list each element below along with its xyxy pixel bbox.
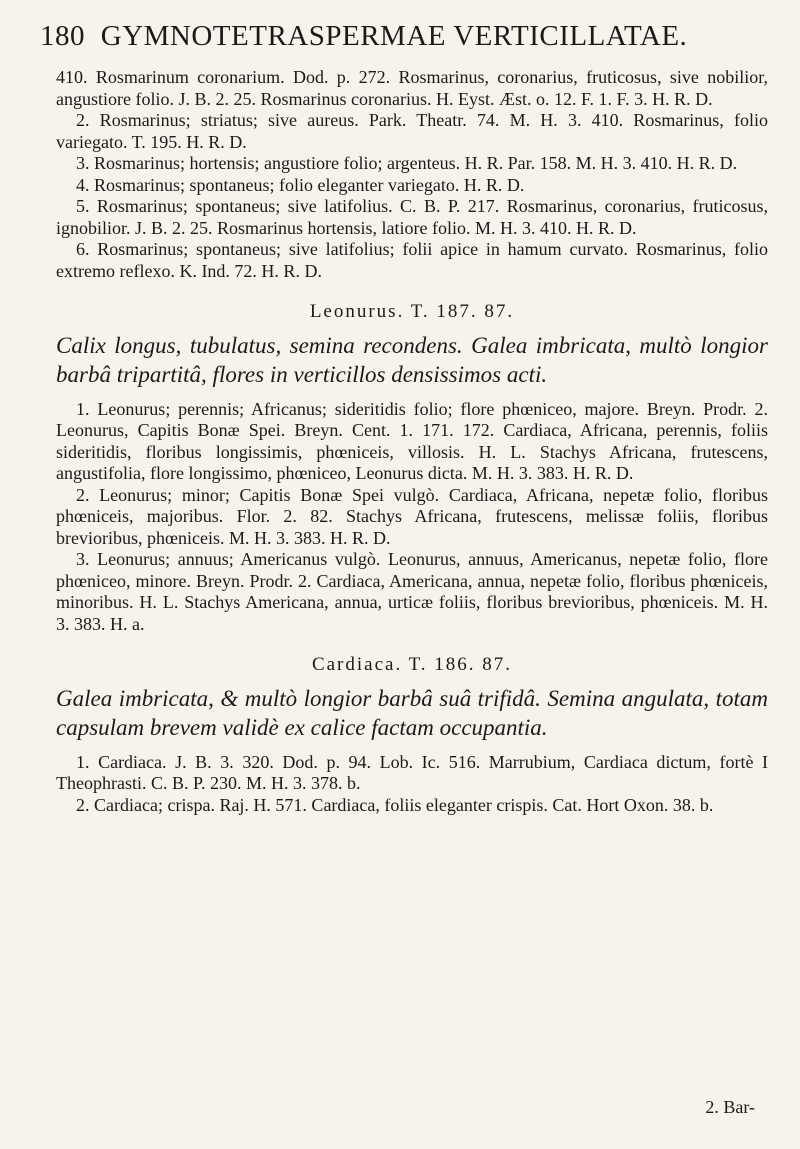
cardiaca-entry-2: 2. Cardiaca; crispa. Raj. H. 571. Cardiaca, foliis eleganter crispis. Cat. Hort Oxon. 38. b. bbox=[76, 794, 714, 815]
rosmarinus-entry-2: 2. Rosmarinus; striatus; sive aureus. Park. Theatr. 74. M. H. 3. 410. Rosmarinus, folio variegato. T. 195. H. R. D. bbox=[56, 110, 768, 152]
catchword: 2. Bar- bbox=[705, 1097, 755, 1117]
rosmarinus-entry-1: 410. Rosmarinum coronarium. Dod. p. 272. Rosmarinus, coronarius, fruticosus, sive nobilior, angustiore folio. J. B. 2. 25. Rosmarinus coronarius. H. Eyst. Æst. o. 12. F. 1. F. 3. H. R. D. bbox=[56, 67, 768, 109]
rosmarinus-entry-5: 5. Rosmarinus; spontaneus; sive latifolius. C. B. P. 217. Rosmarinus, coronarius, fruticosus, ignobilior. J. B. 2. 25. Rosmarinus hortensis, latiore folio. M. H. 3. 410. H. R. D. bbox=[56, 196, 768, 238]
page-number: 180 bbox=[40, 20, 85, 52]
cardiaca-heading: Cardiaca. T. 186. 87. bbox=[311, 654, 513, 675]
leonurus-entry-3: 3. Leonurus; annuus; Americanus vulgò. Leonurus, annuus, Americanus, nepetæ folio, flore phœniceo, minore. Breyn. Prodr. 2. Cardiaca, Americana, annua, nepetæ folio, floribus phœniceis, minoribus. H. L. Stachys Americana, annua, urticæ foliis, floribus brevioribus, phœniceis. M. H. 3. 383. H. a. bbox=[56, 549, 768, 634]
rosmarinus-entry-6: 6. Rosmarinus; spontaneus; sive latifolius; folii apice in hamum curvato. Rosmarinus, folio extremo reflexo. K. Ind. 72. H. R. D. bbox=[56, 239, 768, 281]
cardiaca-entry-1: 1. Cardiaca. J. B. 3. 320. Dod. p. 94. Lob. Ic. 516. Marrubium, Cardiaca dictum, fortè I Theophrasti. C. B. P. 230. M. H. 3. 378. b. bbox=[56, 751, 768, 793]
rosmarinus-entry-4: 4. Rosmarinus; spontaneus; folio eleganter variegato. H. R. D. bbox=[76, 174, 525, 195]
running-title: GYMNOTETRASPERMAE VERTICILLATAE. bbox=[100, 20, 688, 52]
leonurus-heading: Leonurus. T. 187. 87. bbox=[309, 301, 515, 322]
rosmarinus-entry-3: 3. Rosmarinus; hortensis; angustiore folio; argenteus. H. R. Par. 158. M. H. 3. 410. H. R. D. bbox=[76, 153, 738, 173]
running-head bbox=[40, 20, 780, 53]
leonurus-entry-1: 1. Leonurus; perennis; Africanus; sideritidis folio; flore phœniceo, majore. Breyn. Prodr. 2. Leonurus, Capitis Bonæ Spei. Breyn. Cent. 1. 171. 172. Cardiaca, Africana, perennis, foliis sideritidis, floribus longissimis, phœniceis, villosis. H. L. Stachys Africana, frutescens, angustifolia, flore longissimo, phœniceo, Leonurus dicta. M. H. 3. 383. H. R. D. bbox=[56, 398, 768, 483]
text-block bbox=[56, 67, 768, 816]
leonurus-diagnosis: Calix longus, tubulatus, semina recondens. Galea imbricata, multò longior barbâ tripartitâ, flores in verticillos densissimos acti. bbox=[56, 332, 768, 387]
leonurus-entry-2: 2. Leonurus; minor; Capitis Bonæ Spei vulgò. Cardiaca, Africana, nepetæ folio, floribus phœniceis, majoribus. Flor. 2. 82. Stachys Africana, frutescens, melissæ foliis, floribus brevioribus, phœniceis. M. H. 3. 383. H. R. D. bbox=[56, 484, 768, 548]
cardiaca-diagnosis: Galea imbricata, & multò longior barbâ suâ trifidâ. Semina angulata, totam capsulam brevem validè ex calice factam occupantia. bbox=[56, 685, 768, 740]
